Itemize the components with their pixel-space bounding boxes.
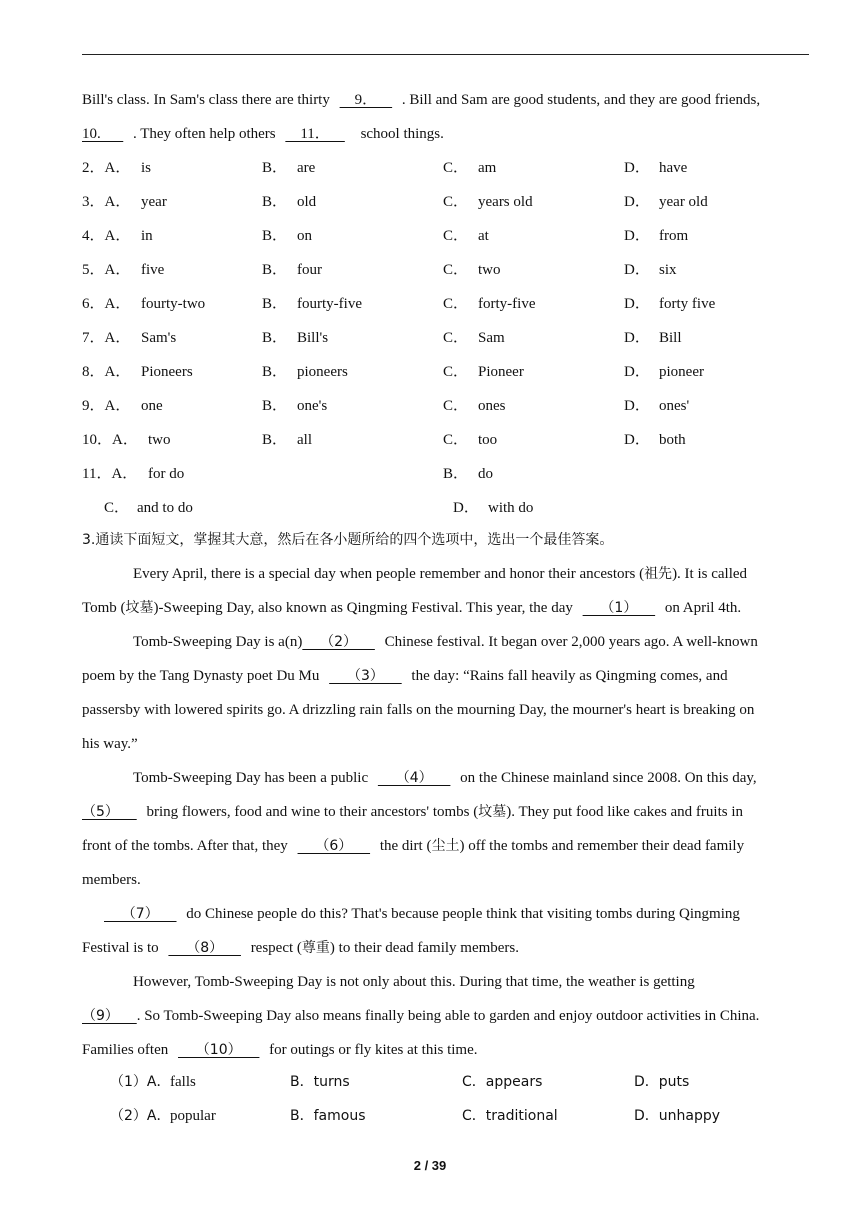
option-d[interactable]: D．puts <box>634 1074 690 1090</box>
option-b[interactable]: are <box>297 160 316 176</box>
blank-3: （3） <box>329 668 402 684</box>
option-c-label: C． <box>443 194 469 210</box>
question-number: 2．A． <box>82 160 131 176</box>
option-c[interactable]: C．traditional <box>462 1108 558 1124</box>
option-d-label: D． <box>624 194 650 210</box>
passage-line <box>82 124 812 144</box>
option-b-label: B． <box>262 228 288 244</box>
text: ) to their dead family members. <box>329 940 520 956</box>
option-c[interactable]: at <box>478 228 489 244</box>
option-d[interactable]: Bill <box>659 330 682 346</box>
question-number: 10．A． <box>82 432 138 448</box>
text: ). It is called <box>672 566 748 582</box>
text: Tomb ( <box>82 600 126 616</box>
text: . Bill and Sam are good students, and they are good friends, <box>401 92 761 108</box>
option-d[interactable]: D．unhappy <box>634 1108 721 1124</box>
blank-4: （4） <box>377 770 451 786</box>
option-c[interactable]: forty-five <box>478 296 536 312</box>
option-c-label: C． <box>443 228 469 244</box>
passage-line <box>82 1040 812 1060</box>
option-b-label: B． <box>262 330 288 346</box>
passage-line: his way.” <box>82 736 138 752</box>
option-b-label: B． <box>262 398 288 414</box>
text: ). They put food like cakes and fruits in <box>506 804 744 820</box>
option-b-label: B． <box>262 262 288 278</box>
option-b[interactable]: do <box>478 466 493 482</box>
option-b[interactable]: pioneers <box>297 364 348 380</box>
text: 尘土 <box>431 838 460 854</box>
question-number: 7．A． <box>82 330 131 346</box>
option-c-label: C． <box>443 330 469 346</box>
option-b[interactable]: B．famous <box>290 1108 366 1124</box>
text: on the Chinese mainland since 2008. On this day, <box>460 770 757 786</box>
option-d-label: D． <box>624 364 650 380</box>
blank-5: （5） <box>82 804 137 820</box>
blank-9: （9） <box>82 1008 137 1024</box>
option-d[interactable]: with do <box>488 500 534 516</box>
blank-2: （2） <box>302 634 375 650</box>
text: However, Tomb-Sweeping Day is not only about this. During that time, the weather is getting <box>133 974 695 990</box>
section-heading: 3.通读下面短文，掌握其大意，然后在各小题所给的四个选项中，选出一个最佳答案。 <box>82 532 614 548</box>
option-d-label: D． <box>624 330 650 346</box>
passage-line <box>82 666 812 686</box>
option-a[interactable]: falls <box>170 1074 196 1090</box>
option-c[interactable]: Pioneer <box>478 364 524 380</box>
option-c-label: C． <box>443 262 469 278</box>
text: . They often help others <box>133 126 276 142</box>
text: Tomb-Sweeping Day is a(n) <box>133 634 303 650</box>
text: for outings or fly kites at this time. <box>269 1042 478 1058</box>
option-c[interactable]: two <box>478 262 501 278</box>
option-a[interactable]: one <box>141 398 163 414</box>
option-d[interactable]: have <box>659 160 688 176</box>
question-number: （1）A． <box>110 1074 171 1090</box>
option-c[interactable]: years old <box>478 194 533 210</box>
option-c[interactable]: am <box>478 160 497 176</box>
text: poem by the Tang Dynasty poet Du Mu <box>82 668 320 684</box>
option-d-label: D． <box>624 228 650 244</box>
question-number: 6．A． <box>82 296 131 312</box>
option-c-label: C． <box>443 398 469 414</box>
option-d[interactable]: six <box>659 262 677 278</box>
question-number: 8．A． <box>82 364 131 380</box>
text: Bill's class. In Sam's class there are thirty <box>82 92 330 108</box>
passage-line <box>82 1006 812 1026</box>
option-c[interactable]: too <box>478 432 498 448</box>
blank-9: 9． <box>339 92 393 108</box>
page-number: 2 / 39 <box>413 1158 447 1173</box>
passage-line <box>82 90 812 110</box>
text: the dirt ( <box>379 838 432 854</box>
option-b[interactable]: B．turns <box>290 1074 350 1090</box>
option-b[interactable]: fourty-five <box>297 296 362 312</box>
option-b-label: B． <box>262 364 288 380</box>
question-number: 4．A． <box>82 228 131 244</box>
passage-line <box>104 904 834 924</box>
option-b[interactable]: four <box>297 262 322 278</box>
option-c-label: C． <box>443 160 469 176</box>
text: ) off the tombs and remember their dead family <box>459 838 745 854</box>
option-d[interactable]: forty five <box>659 296 716 312</box>
question-number: 9．A． <box>82 398 131 414</box>
option-a[interactable]: in <box>141 228 153 244</box>
blank-6: （6） <box>297 838 371 854</box>
option-b-label: B． <box>262 432 288 448</box>
question-number: 3．A． <box>82 194 131 210</box>
text: do Chinese people do this? That's because people think that visiting tombs during Qingming <box>186 906 740 922</box>
blank-1: （1） <box>582 600 656 616</box>
blank-8: （8） <box>168 940 241 956</box>
option-a[interactable]: Sam's <box>141 330 177 346</box>
option-d-label: D． <box>624 432 650 448</box>
option-d-label: D． <box>624 160 650 176</box>
option-d[interactable]: from <box>659 228 689 244</box>
option-b-label: B． <box>262 160 288 176</box>
text: )-Sweeping Day, also known as Qingming Festival. This year, the day <box>153 600 573 616</box>
passage-line <box>133 632 860 652</box>
question-number: 5．A． <box>82 262 131 278</box>
option-d[interactable]: ones' <box>659 398 690 414</box>
option-b[interactable]: Bill's <box>297 330 329 346</box>
passage-line <box>133 564 860 584</box>
passage-line <box>82 802 812 822</box>
option-d-label: D． <box>624 398 650 414</box>
question-number: 11．A． <box>82 466 138 482</box>
option-c-label: C． <box>443 432 469 448</box>
option-a[interactable]: is <box>141 160 152 176</box>
header-rule <box>82 54 809 55</box>
text: the day: “Rains fall heavily as Qingming comes, and <box>411 668 728 684</box>
option-d-label: D． <box>453 500 479 516</box>
passage-line: members. <box>82 872 141 888</box>
option-b[interactable]: on <box>297 228 312 244</box>
option-d[interactable]: both <box>659 432 686 448</box>
text: 坟墓 <box>478 804 507 820</box>
option-b[interactable]: all <box>297 432 312 448</box>
option-c-label: C． <box>443 296 469 312</box>
passage-line <box>133 972 860 992</box>
option-d[interactable]: pioneer <box>659 364 704 380</box>
text: Tomb-Sweeping Day has been a public <box>133 770 369 786</box>
text: Every April, there is a special day when people remember and honor their ancestors ( <box>133 566 645 582</box>
blank-7: （7） <box>104 906 177 922</box>
option-b-label: B． <box>262 194 288 210</box>
text: on April 4th. <box>664 600 742 616</box>
passage-line <box>82 598 812 618</box>
blank-10: 10. <box>82 126 124 142</box>
option-d[interactable]: year old <box>659 194 708 210</box>
text: . So Tomb-Sweeping Day also means finally being able to garden and enjoy outdoor activities in China. <box>136 1008 760 1024</box>
option-b[interactable]: one's <box>297 398 328 414</box>
text: respect ( <box>250 940 302 956</box>
passage-line <box>133 768 860 788</box>
option-a[interactable]: popular <box>170 1108 216 1124</box>
text: 尊重 <box>301 940 330 956</box>
option-a[interactable]: year <box>141 194 167 210</box>
text: Festival is to <box>82 940 159 956</box>
option-c-label: C． <box>443 364 469 380</box>
text: front of the tombs. After that, they <box>82 838 288 854</box>
option-a[interactable]: two <box>148 432 171 448</box>
option-d-label: D． <box>624 262 650 278</box>
option-a[interactable]: for do <box>148 466 185 482</box>
passage-line <box>82 836 812 856</box>
option-a[interactable]: Pioneers <box>141 364 193 380</box>
option-b-label: B． <box>443 466 469 482</box>
option-a[interactable]: five <box>141 262 165 278</box>
option-c[interactable]: ones <box>478 398 506 414</box>
blank-10: （10） <box>178 1042 260 1058</box>
text: bring flowers, food and wine to their ancestors' tombs ( <box>146 804 479 820</box>
blank-11: 11． <box>285 126 345 142</box>
option-b-label: B． <box>262 296 288 312</box>
option-c[interactable]: and to do <box>137 500 193 516</box>
text: Families often <box>82 1042 169 1058</box>
passage-line <box>82 938 812 958</box>
text: school things. <box>360 126 444 142</box>
option-a[interactable]: fourty-two <box>141 296 206 312</box>
option-b[interactable]: old <box>297 194 317 210</box>
option-d-label: D． <box>624 296 650 312</box>
option-c[interactable]: Sam <box>478 330 505 346</box>
text: 坟墓 <box>125 600 154 616</box>
option-c[interactable]: C．appears <box>462 1074 543 1090</box>
passage-line: passersby with lowered spirits go. A drizzling rain falls on the mourning Day, the mourner's heart is breaking on <box>82 702 755 718</box>
question-number: （2）A． <box>110 1108 171 1124</box>
text: 祖先 <box>644 566 673 582</box>
option-c-label: C． <box>104 500 130 516</box>
text: Chinese festival. It began over 2,000 years ago. A well-known <box>384 634 758 650</box>
